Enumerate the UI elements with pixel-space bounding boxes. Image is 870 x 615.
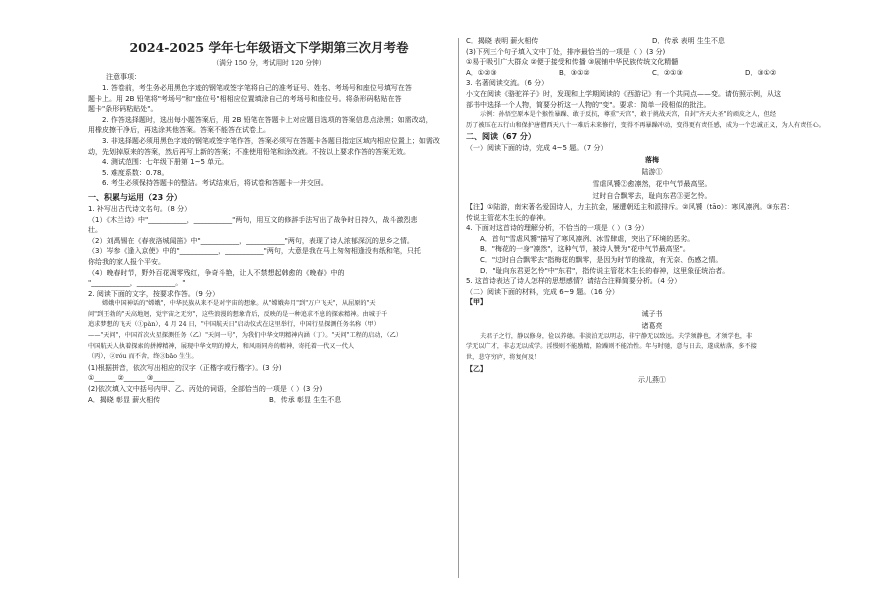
question-line: 壮。 — [88, 226, 102, 235]
section-heading: 二、阅读（67 分） — [466, 132, 536, 142]
poem-author: 陆游① — [641, 167, 663, 176]
material-label: 【甲】 — [466, 298, 487, 307]
choice-row — [88, 395, 450, 406]
choice-c: C．揭晓 表明 薪火相传 — [466, 37, 539, 45]
right-column — [466, 36, 838, 386]
column-divider — [458, 38, 459, 578]
text-author: 诸葛亮 — [641, 321, 663, 330]
classical-text-line: 学无以广才，非志无以成学。淫慢则不能励精，险躁则不能冶性。年与时驰，意与日去，遂成枯落，多不接 — [466, 343, 757, 351]
reading-heading: （一）阅读下面的诗，完成 4~5 题。（7 分） — [466, 144, 608, 153]
question-line: （3）岑参《逢入京使》中的"___________，___________"两句，大意是我在马上匆匆相逢没有纸和笔，只托 — [88, 247, 421, 256]
passage-line: ——"天问"，中国首次火星探测任务（乙）"天问一号"，为我们中华文明精神内涵（丁）。"天问"工程的启动，（乙） — [88, 332, 403, 340]
text-title: 示儿燕① — [638, 376, 666, 385]
notice-line: 2. 作答选择题时，选出每小题答案后，用 2B 铅笔在答题卡上对应题目选项的答案信息点涂黑；如需改动， — [102, 115, 433, 124]
note-line: 【注】①陆游，南宋著名爱国诗人，力主抗金，屡遭朝廷主和派排斥。②风饕（tāo）：寒风凛冽。③东君： — [466, 202, 794, 211]
choice-option: C．"过时自合飘零去"指梅花的飘零，是因为时节的缘故，有无奈、伤感之情。 — [480, 255, 723, 264]
example-line: 历了被压在五行山和保护唐僧西天八十一难后未来修行，变得不再暴躁冲动，变得更有责任感，成为一个忠诚正义，为人有责任心。 — [466, 121, 825, 129]
classical-text-line: 世，悲守穷庐，将复何及！ — [466, 354, 541, 362]
notice-line: 用橡皮擦干净后，再选涂其他答案。答案不能答在试卷上。 — [88, 126, 270, 135]
choice-row — [466, 36, 838, 47]
question-line: "___________，___________。" — [88, 279, 186, 288]
poem-title: 落梅 — [645, 154, 659, 164]
choice-option: A．首句"雪虐风饕"描写了寒风凛冽、冰雪肆虐，突出了环境的恶劣。 — [480, 234, 695, 243]
exam-subtitle: （满分 150 分，考试用时 120 分钟） — [212, 59, 326, 67]
subquestion: (1)根据拼音，依次写出相应的汉字（正楷字或行楷字）。(3 分) — [88, 363, 282, 372]
notice-line: 6. 考生必须保持答题卡的整洁。考试结束后，将试卷和答题卡一并交回。 — [102, 179, 328, 188]
question-line: （1）《木兰诗》中"___________，___________"两句，用互文的修辞手法写出了战争时日持久，战斗激烈悲 — [88, 215, 418, 224]
classical-text-line: 夫君子之行，静以修身，俭以养德。非淡泊无以明志，非宁静无以致远。夫学须静也，才须学也，非 — [480, 332, 753, 340]
choice-b: B．传承 彰显 生生不息 — [269, 395, 342, 404]
choice-d: D．③①② — [745, 68, 777, 77]
question-line: 你给我的家人报个平安。 — [88, 257, 165, 266]
passage-line: 问"到王勃的"天高地迥，觉宇宙之无穷"，这些浪漫的想象背后，反映的是一种追求不息的探索精神。由城于千 — [88, 310, 388, 318]
question-heading: 3. 名著阅读交流。（6 分） — [466, 79, 549, 88]
question-heading: 1. 补写出古代诗文名句。（8 分） — [88, 204, 192, 213]
material-label: 【乙】 — [466, 364, 487, 373]
notice-line: 题卡"条形码粘贴处"。 — [88, 105, 158, 114]
notice-heading: 注意事项： — [106, 73, 141, 81]
choice-option: D．"耻向东君更乞怜"中"东君"，指传说主管花木生长的春神，这里象征统治者。 — [480, 266, 730, 275]
question-line: 小文在阅读《骆驼祥子》时，发现和上学期阅读的《西游记》有一个共同点——变。请仿照示例，从这 — [466, 89, 781, 98]
choice-c: C．②①③ — [652, 68, 683, 77]
question-line: （4）晚春时节，野外百花凋零残红，争奇斗艳，让人不禁想起韩愈的《晚春》中的 — [88, 268, 345, 277]
notice-line: 4. 测试范围：七年级下册第 1~5 单元。 — [102, 158, 229, 167]
question-heading: 5. 这首诗表达了诗人怎样的思想感情？请结合注释简要分析。（4 分） — [466, 277, 682, 286]
choice-option: B．"梅花的一身"凛然"，这种气节，被诗人赞为"花中气节最高坚"。 — [480, 245, 690, 254]
sentence-items: ①易于吸引广大群众 ②便于接受和传播 ③展铺中华民族传统文化精髓 — [466, 58, 679, 67]
question-line: 部书中选择一个人物，简要分析这一人物的"变"。要求：简单一段相似的批注。 — [466, 100, 711, 109]
question-line: （2）刘禹锡在《春夜洛城闻笛》中"___________，___________"两句，表现了诗人浓郁深沉的思乡之情。 — [88, 236, 414, 245]
exam-title: 2024-2025 学年七年级语文下学期第三次月考卷 — [129, 40, 409, 55]
notice-line: 题卡上。用 2B 铅笔将"考场号"和"座位号"相相应位置填涂自己的考场号和座位号。将条形码粘贴在答 — [88, 94, 402, 103]
left-column — [88, 36, 450, 405]
subquestion: (3)下列三个句子填入文中丁处，排序最恰当的一项是（ ）(3 分) — [466, 47, 666, 56]
subquestion: (2)依次填入文中括号内甲、乙、丙处的词语，全部恰当的一项是（ ）(3 分) — [88, 385, 323, 394]
poem-line: 雪虐风饕②愈凛然，花中气节最高坚。 — [592, 179, 712, 188]
passage-line: （丙），②róu 而不舍，终③bāo 生生。 — [88, 353, 198, 361]
answer-blanks: ①______ ②______ ③______ — [88, 374, 175, 383]
choice-row — [466, 68, 838, 79]
reading-heading: （二）阅读下面的材料，完成 6~9 题。（16 分） — [466, 287, 619, 296]
notice-line: 动，先划掉原来的答案，然后再写上新的答案；不准使用铅笔和涂改液。不按以上要求作答的答案无效。 — [88, 147, 410, 156]
choice-a: A．①②③ — [466, 68, 497, 77]
choice-d: D．传承 表明 生生不息 — [652, 37, 725, 45]
text-title: 诫子书 — [641, 309, 663, 318]
notice-line: 1. 答卷前，考生务必用黑色字迹的钢笔或签字笔将自己的准考证号、姓名、考场号和座位号填写在答 — [102, 84, 412, 92]
choice-a: A．揭晓 彰显 薪火相传 — [88, 395, 161, 404]
passage-line: 追求梦想的飞天（①pàn），4 月 24 日，"中国航天日"启动仪式在这里举行，中国行星探测任务名称（甲） — [88, 321, 380, 329]
notice-line: 3. 非选择题必须用黑色字迹的钢笔或签字笔作答，答案必须写在答题卡各题目指定区域内相应位置上；如需改 — [102, 136, 440, 145]
passage-line: 中国航天人执着探索的拼搏精神，展现中华文明的博大，和风雨同舟的精神，寄托着一代又一代人 — [88, 342, 355, 350]
passage-line: 嫦娥中国神话的"嫦娥"，中华民族从来不是对宇宙的想象。从"嫦娥奔月"到"万户飞天"，从屈原的"天 — [102, 300, 376, 308]
notice-line: 5. 难度系数：0.78。 — [102, 168, 169, 177]
section-heading: 一、积累与运用（23 分） — [88, 192, 182, 202]
choice-b: B．③①② — [559, 68, 590, 77]
question-heading: 2. 阅读下面的文字，按要求作答。（9 分） — [88, 289, 220, 298]
example-line: 示例：孙悟空原本是个猴性暴躁、敢于反抗，尊重"天宫"，敢于挑战天宫，自封"齐天大圣"的顽皮之人，但经 — [480, 111, 777, 119]
question-heading: 4. 下面对这首诗的理解分析，不恰当的一项是（ ）（3 分） — [466, 224, 649, 233]
note-line: 传说主管花木生长的春神。 — [466, 213, 550, 222]
poem-line: 过时自合飘零去，耻向东君③更乞怜。 — [592, 191, 712, 200]
